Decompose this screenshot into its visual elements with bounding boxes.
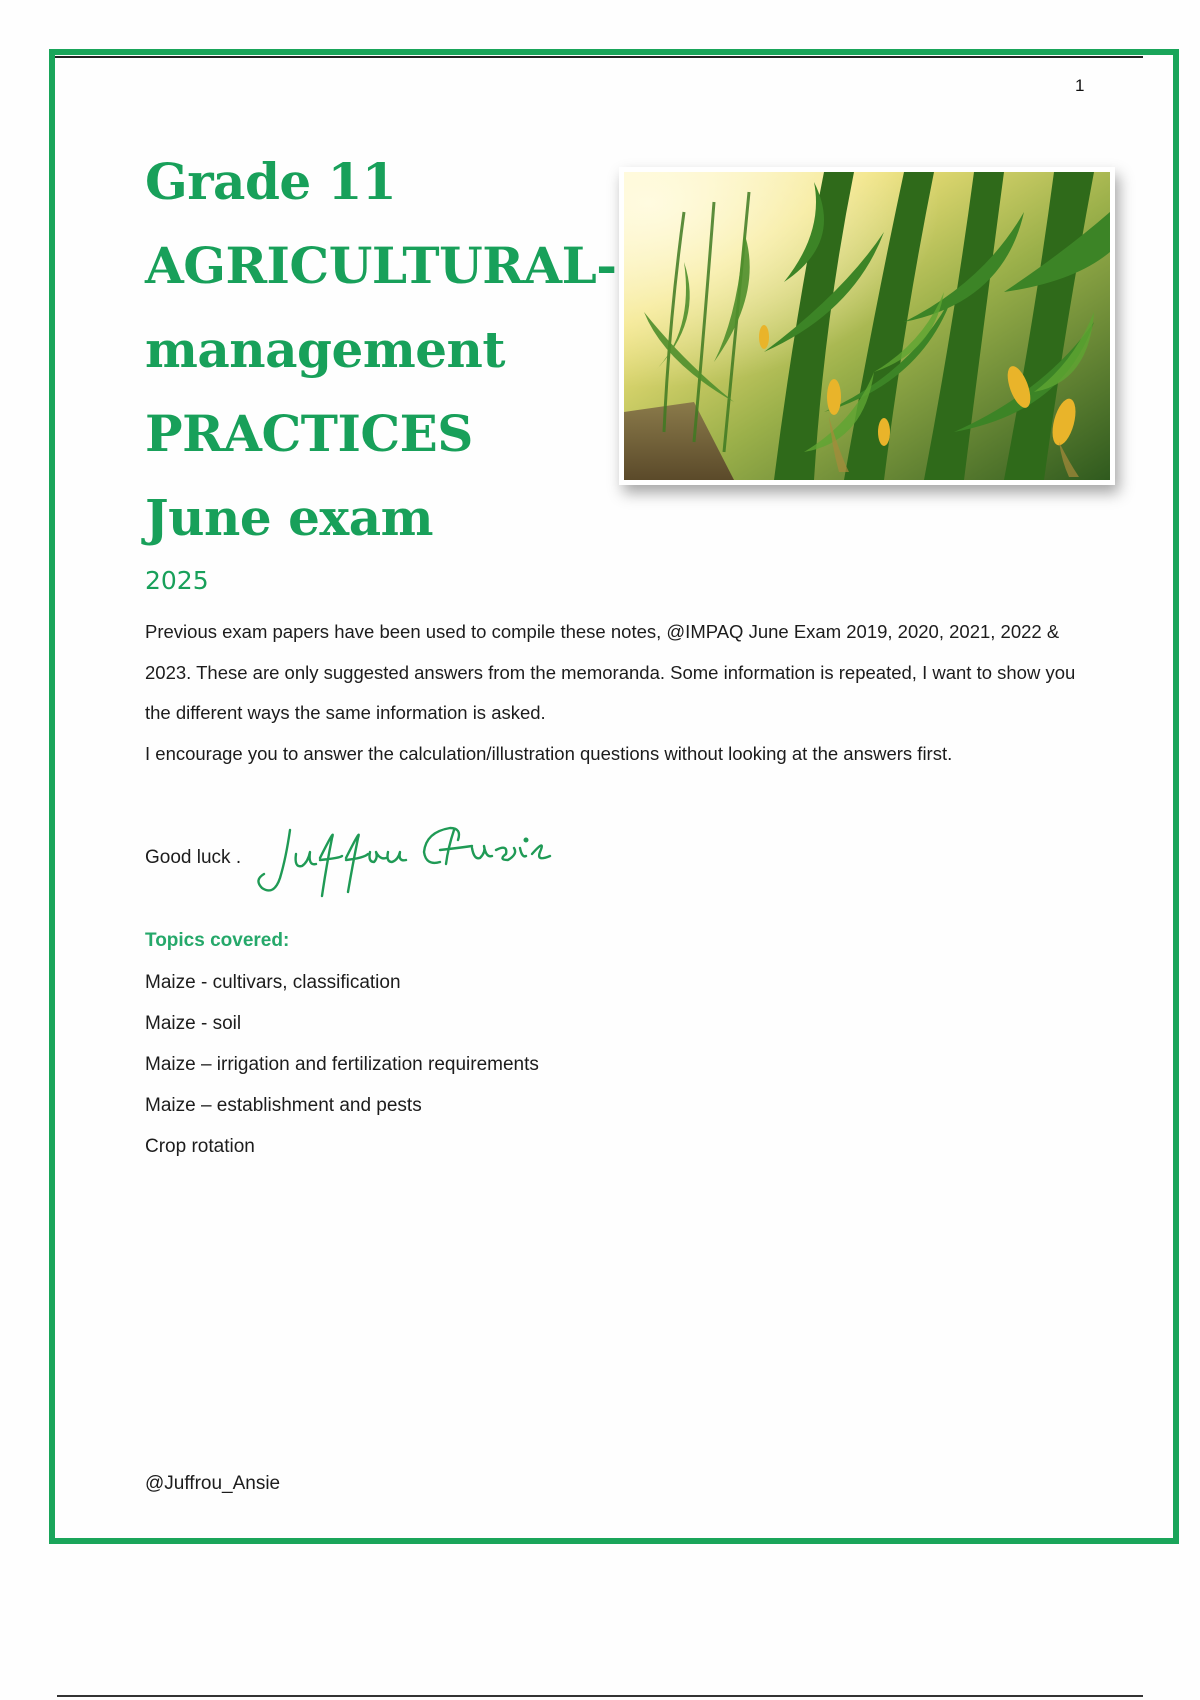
topics-list [145,962,539,1167]
title-line-june-exam: June exam [145,488,434,547]
list-item: Maize – irrigation and fertilization requirements [145,1054,539,1075]
signoff [145,822,645,892]
title-line-practices: PRACTICES [145,404,473,463]
intro-paragraph-sources: Previous exam papers have been used to compile these notes, @IMPAQ June Exam 2019, 2020, 2021, 2022 & 2023. These are only suggested answers from the memoranda. Some information is repeated, I want to show you the different ways the same information is asked. [145,621,1076,723]
header-rule [55,56,1143,58]
list-item: Maize - soil [145,1013,242,1034]
title-line-agricultural: AGRICULTURAL- [145,236,617,295]
list-item: Maize – establishment and pests [145,1095,422,1116]
title-line-management: management [145,320,505,379]
handwritten-signature [250,818,630,898]
next-page-rule [57,1695,1143,1697]
maize-field-image [619,167,1115,485]
topics-heading: Topics covered: [145,930,290,951]
good-luck-text: Good luck . [145,847,242,868]
title-line-grade: Grade 11 [145,152,397,211]
intro-paragraph-encourage: I encourage you to answer the calculation/illustration questions without looking at the answers first. [145,742,953,764]
document-title [145,140,625,560]
exam-year: 2025 [145,566,209,595]
intro-text [145,612,1085,774]
page-number: 1 [1075,76,1085,95]
author-handle: @Juffrou_Ansie [145,1473,281,1494]
maize-field-illustration [624,172,1110,480]
list-item: Maize - cultivars, classification [145,972,401,993]
list-item: Crop rotation [145,1136,255,1157]
